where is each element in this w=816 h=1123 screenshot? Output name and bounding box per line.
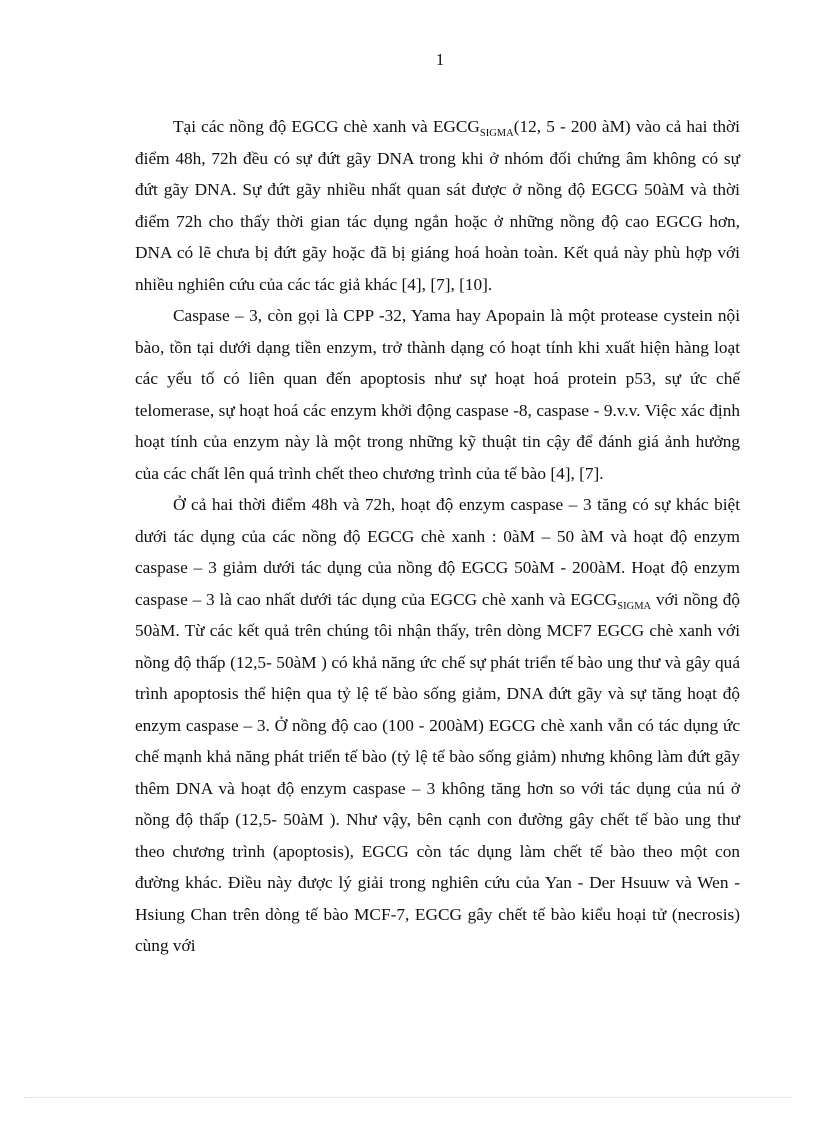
paragraph-text: với nồng độ 50àM. Từ các kết quả trên chúng tôi nhận thấy, trên dòng MCF7 EGCG chè xanh với nồng độ thấp (12,5- 50àM ) có khả năng ức chế sự phát triển tế bào ung thư và gây quá trình apoptosis thể hiện qua tỷ lệ tế bào sống giảm, DNA đứt gãy và sự tăng hoạt độ enzym caspase – 3. Ở nồng độ cao (100 - 200àM) EGCG chè xanh vẫn có tác dụng ức chế mạnh khả năng phát triển tế bào (tỷ lệ tế bào sống giảm) nhưng không làm đứt gãy thêm DNA và hoạt độ enzym caspase – 3 không tăng hơn so với tác dụng của nú ở nồng độ thấp (12,5- 50àM ). Như vậy, bên cạnh con đường gây chết tế bào ung thư theo chương trình (apoptosis), EGCG còn tác dụng làm chết tế bào theo một con đường khác. Điều này được lý giải trong nghiên cứu của Yan - Der Hsuuw và Wen - Hsiung Chan trên dòng tế bào MCF-7, EGCG gây chết tế bào kiểu hoại tử (necrosis) cùng với [135,589,740,955]
page-bottom-divider [24,1097,792,1098]
subscript-sigma: SIGMA [617,600,652,612]
paragraph-text: (12, 5 - 200 àM) vào cả hai thời điểm 48h, 72h đều có sự đứt gãy DNA trong khi ở nhóm đối chứng âm không có sự đứt gãy DNA. Sự đứt gãy nhiều nhất quan sát được ở nồng độ EGCG 50àM và thời điểm 72h cho thấy thời gian tác dụng ngắn hoặc ở những nồng độ cao EGCG hơn, DNA có lẽ chưa bị đứt gãy hoặc đã bị giáng hoá hoàn toàn. Kết quả này phù hợp với nhiều nghiên cứu của các tác giả khác [4], [7], [10]. [135,117,740,294]
paragraph-text: Ở cả hai thời điểm 48h và 72h, hoạt độ enzym caspase – 3 tăng có sự khác biệt dưới tác dụng của các nồng độ EGCG chè xanh : 0àM – 50 àM và hoạt độ enzym caspase – 3 giảm dưới tác dụng của nồng độ EGCG 50àM - 200àM. Hoạt độ enzym caspase – 3 là cao nhất dưới tác dụng của EGCG chè xanh và EGCG [135,495,740,609]
body-text [135,111,740,962]
paragraph-caspase-3: Caspase – 3, còn gọi là CPP -32, Yama hay Apopain là một protease cystein nội bào, tồn tại dưới dạng tiền enzym, trở thành dạng có hoạt tính khi xuất hiện hàng loạt các yếu tố có liên quan đến apoptosis như sự hoạt hoá protein p53, sự ức chế telomerase, sự hoạt hoá các enzym khởi động caspase -8, caspase - 9.v.v. Việc xác định hoạt tính của enzym này là một trong những kỹ thuật tin cậy để đánh giá ảnh hưởng của các chất lên quá trình chết theo chương trình của tế bào [4], [7]. [135,306,740,483]
paragraph-dna-fragmentation [135,111,740,300]
paragraph-caspase-activity [135,489,740,962]
paragraph-text: Tại các nồng độ EGCG chè xanh và EGCG [173,117,480,136]
page-number: 1 [435,50,445,69]
subscript-sigma: SIGMA [479,128,514,139]
